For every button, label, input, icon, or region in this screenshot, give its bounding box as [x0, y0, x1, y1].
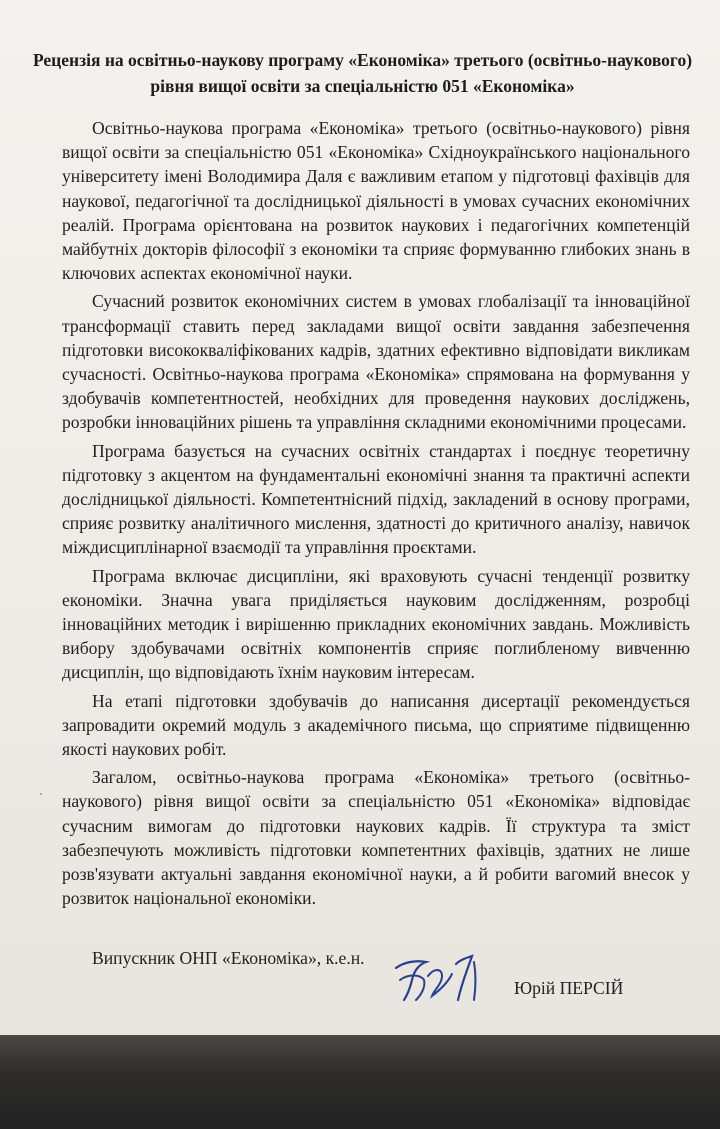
- paragraph-6: Загалом, освітньо-наукова програма «Економіка» третього (освітньо-наукового) рівня вищої освіти за спеціальністю 051 «Економіка» відповідає сучасним вимогам до підготовки наукових кадрів. Її структура та зміст забезпечують можливість підготовки компетентних фахівців, здатних не лише розв'язувати актуальні завдання економічної науки, а й робити вагомий внесок у розвиток національної економіки.: [62, 767, 690, 909]
- paragraph-5: На етапі підготовки здобувачів до написання дисертації рекомендується запровадити окремий модуль з академічного письма, що сприятиме підвищенню якості наукових робіт.: [62, 690, 690, 760]
- paragraph-1: Освітньо-наукова програма «Економіка» третього (освітньо-наукового) рівня вищої освіти за спеціальністю 051 «Економіка» Східноукраїнського національного університету імені Володимира Даля є важливим етапом у підготовці фахівців для наукової, педагогічної та дослідницької діяльності в умовах сучасних економічних реалій. Програма орієнтована на розвиток наукових і педагогічних компетенцій майбутніх докторів філософії з економіки та сприяє формуванню глибоких знань в ключових аспектах економічної науки.: [62, 118, 690, 284]
- signature-name: Юрій ПЕРСІЙ: [514, 978, 624, 998]
- background-surface: [0, 1035, 720, 1129]
- paragraph-4: Програма включає дисципліни, які враховують сучасні тенденції розвитку економіки. Значна увага приділяється науковим дослідженням, розробці інноваційних методик і вирішенню прикладних економічних завдань. Можливість вибору здобувачами освітніх компонентів сприяє поглибленому вивченню дисциплін, що відповідають їхнім науковим інтересам.: [62, 565, 690, 683]
- document-body: [62, 116, 690, 915]
- handwritten-signature-icon: [390, 950, 490, 1008]
- paragraph-3: Програма базується на сучасних освітніх стандартах і поєднує теоретичну підготовку з акцентом на фундаментальні економічні знання та практичні аспекти дослідницької діяльності. Компетентнісний підхід, закладений в основу програми, сприяє розвитку аналітичного мислення, здатності до критичного аналізу, навичок міждисциплінарної взаємодії та управління проєктами.: [62, 440, 690, 558]
- document-title: Рецензія на освітньо-наукову програму «Економіка» третього (освітньо-наукового) рівня вищої освіти за спеціальністю 051 «Економіка»: [32, 50, 693, 96]
- paper-speck: [40, 793, 42, 795]
- paragraph-2: Сучасний розвиток економічних систем в умовах глобалізації та інноваційної трансформації ставить перед закладами вищої освіти завдання забезпечення підготовки висококваліфікованих кадрів, здатних ефективно відповідати викликам сучасності. Освітньо-наукова програма «Економіка» спрямована на формування у здобувачів компетентностей, необхідних для проведення наукових досліджень, розробки інноваційних рішень та управління складними економічними процесами.: [62, 291, 690, 433]
- signature-position: Випускник ОНП «Економіка», к.е.н.: [92, 948, 365, 968]
